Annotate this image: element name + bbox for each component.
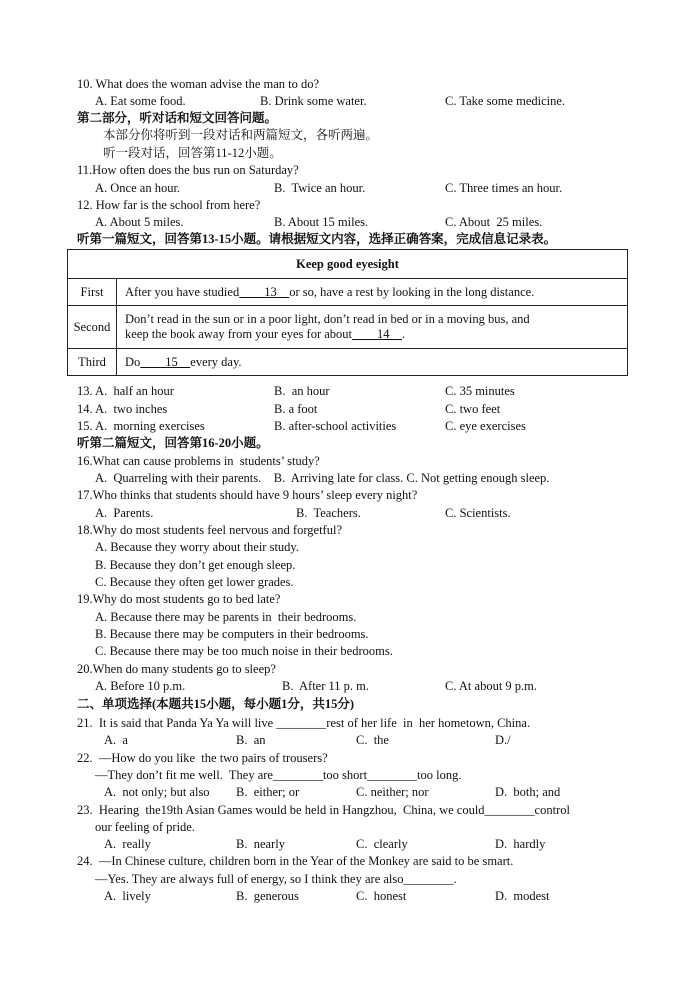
question-11-option-c: C. Three times an hour. [445, 181, 563, 195]
row-content [117, 279, 628, 306]
question-11-stem: 11.How often does the bus run on Saturday? [77, 163, 299, 177]
table-row [68, 349, 628, 376]
question-21-option-c: C. the [356, 733, 389, 747]
question-10-stem: 10. What does the woman advise the man to do? [77, 77, 320, 91]
part-2-intro: 本部分你将听到一段对话和两篇短文，各听两遍。 [103, 128, 379, 142]
table-row [68, 279, 628, 306]
question-21-option-a: A. a [104, 733, 128, 747]
question-24-option-c: C. honest [356, 889, 407, 903]
question-20-option-c: C. At about 9 p.m. [445, 679, 538, 693]
passage-1-intro: 听第一篇短文，回答第13-15小题。请根据短文内容，选择正确答案，完成信息记录表。 [77, 232, 557, 246]
question-22-stem: 22. —How do you like the two pairs of trousers? [77, 751, 328, 765]
question-19-option-a: A. Because there may be parents in their bedrooms. [95, 610, 357, 624]
question-21-option-b: B. an [236, 733, 266, 747]
question-24-option-a: A. lively [104, 889, 151, 903]
table-title: Keep good eyesight [68, 250, 628, 279]
row-text: . [402, 327, 406, 341]
passage-2-intro: 听第二篇短文，回答第16-20小题。 [77, 436, 269, 450]
dialog-intro: 听一段对话，回答第11-12小题。 [103, 146, 282, 160]
table-row [68, 306, 628, 349]
question-20-stem: 20.When do many students go to sleep? [77, 662, 276, 676]
question-19-stem: 19.Why do most students go to bed late? [77, 592, 281, 606]
blank-15: 15 [165, 354, 178, 369]
question-17-option-b: B. Teachers. [296, 506, 361, 520]
question-23-stem: 23. Hearing the19th Asian Games would be held in Hangzhou, China, we could________control [77, 803, 570, 817]
question-13-option-a: 13. A. half an hour [77, 384, 174, 398]
row-text: After you have studied [125, 284, 240, 299]
question-22-option-c: C. neither; nor [356, 785, 429, 799]
question-17-option-c: C. Scientists. [445, 506, 511, 520]
question-21-option-d: D./ [495, 733, 511, 747]
question-22-stem-line-2: —They don’t fit me well. They are________too short________too long. [95, 768, 462, 782]
row-text: every day. [190, 354, 242, 369]
section-2-heading: 二、单项选择(本题共15小题，每小题1分，共15分) [77, 697, 355, 711]
question-14-option-c: C. two feet [445, 402, 501, 416]
question-23-option-a: A. really [104, 837, 151, 851]
question-10-option-c: C. Take some medicine. [445, 94, 566, 108]
row-text: Do [125, 354, 141, 369]
info-record-table [67, 249, 628, 376]
part-2-heading: 第二部分，听对话和短文回答问题。 [77, 111, 278, 125]
question-18-option-b: B. Because they don’t get enough sleep. [95, 558, 296, 572]
question-17-stem: 17.Who thinks that students should have 9 hours’ sleep every night? [77, 488, 418, 502]
question-19-option-c: C. Because there may be too much noise in their bedrooms. [95, 644, 393, 658]
question-22-option-d: D. both; and [495, 785, 561, 799]
question-15-option-a: 15. A. morning exercises [77, 419, 205, 433]
question-22-option-a: A. not only; but also [104, 785, 210, 799]
question-18-stem: 18.Why do most students feel nervous and forgetful? [77, 523, 342, 537]
question-16-options: A. Quarreling with their parents. B. Arriving late for class. C. Not getting enough sleep. [95, 471, 550, 485]
question-24-option-b: B. generous [236, 889, 299, 903]
question-21-stem: 21. It is said that Panda Ya Ya will live ________rest of her life in her hometown, China. [77, 716, 531, 730]
question-17-option-a: A. Parents. [95, 506, 154, 520]
question-14-option-b: B. a foot [274, 402, 318, 416]
row-text: or so, have a rest by looking in the long distance. [289, 284, 535, 299]
question-14-option-a: 14. A. two inches [77, 402, 168, 416]
question-12-option-a: A. About 5 miles. [95, 215, 184, 229]
question-22-option-b: B. either; or [236, 785, 300, 799]
question-12-option-b: B. About 15 miles. [274, 215, 369, 229]
question-23-option-d: D. hardly [495, 837, 546, 851]
question-12-option-c: C. About 25 miles. [445, 215, 543, 229]
question-24-stem: 24. —In Chinese culture, children born in the Year of the Monkey are said to be smart. [77, 854, 514, 868]
question-15-option-c: C. eye exercises [445, 419, 526, 433]
row-label: First [68, 279, 117, 306]
question-11-option-a: A. Once an hour. [95, 181, 181, 195]
question-13-option-c: C. 35 minutes [445, 384, 515, 398]
question-13-option-b: B. an hour [274, 384, 330, 398]
row-content [117, 349, 628, 376]
row-content [117, 306, 628, 349]
row-label: Third [68, 349, 117, 376]
question-24-stem-line-2: —Yes. They are always full of energy, so I think they are also________. [95, 872, 457, 886]
table-title-row [68, 250, 628, 279]
question-11-option-b: B. Twice an hour. [274, 181, 366, 195]
row-text: Don’t read in the sun or in a poor light, don’t read in bed or in a moving bus, and [125, 312, 530, 326]
question-15-option-b: B. after-school activities [274, 419, 397, 433]
question-10-option-a: A. Eat some food. [95, 94, 186, 108]
question-18-option-c: C. Because they often get lower grades. [95, 575, 294, 589]
question-20-option-a: A. Before 10 p.m. [95, 679, 186, 693]
question-19-option-b: B. Because there may be computers in their bedrooms. [95, 627, 369, 641]
question-18-option-a: A. Because they worry about their study. [95, 540, 299, 554]
blank-13: 13 [264, 284, 277, 299]
question-20-option-b: B. After 11 p. m. [282, 679, 370, 693]
blank-14: 14 [377, 327, 390, 341]
question-23-option-b: B. nearly [236, 837, 285, 851]
row-text: keep the book away from your eyes for about [125, 327, 353, 341]
question-23-stem-line-2: our feeling of pride. [95, 820, 195, 834]
question-16-stem: 16.What can cause problems in students’ study? [77, 454, 320, 468]
question-23-option-c: C. clearly [356, 837, 408, 851]
row-label: Second [68, 306, 117, 349]
question-10-option-b: B. Drink some water. [260, 94, 367, 108]
question-12-stem: 12. How far is the school from here? [77, 198, 261, 212]
question-24-option-d: D. modest [495, 889, 550, 903]
